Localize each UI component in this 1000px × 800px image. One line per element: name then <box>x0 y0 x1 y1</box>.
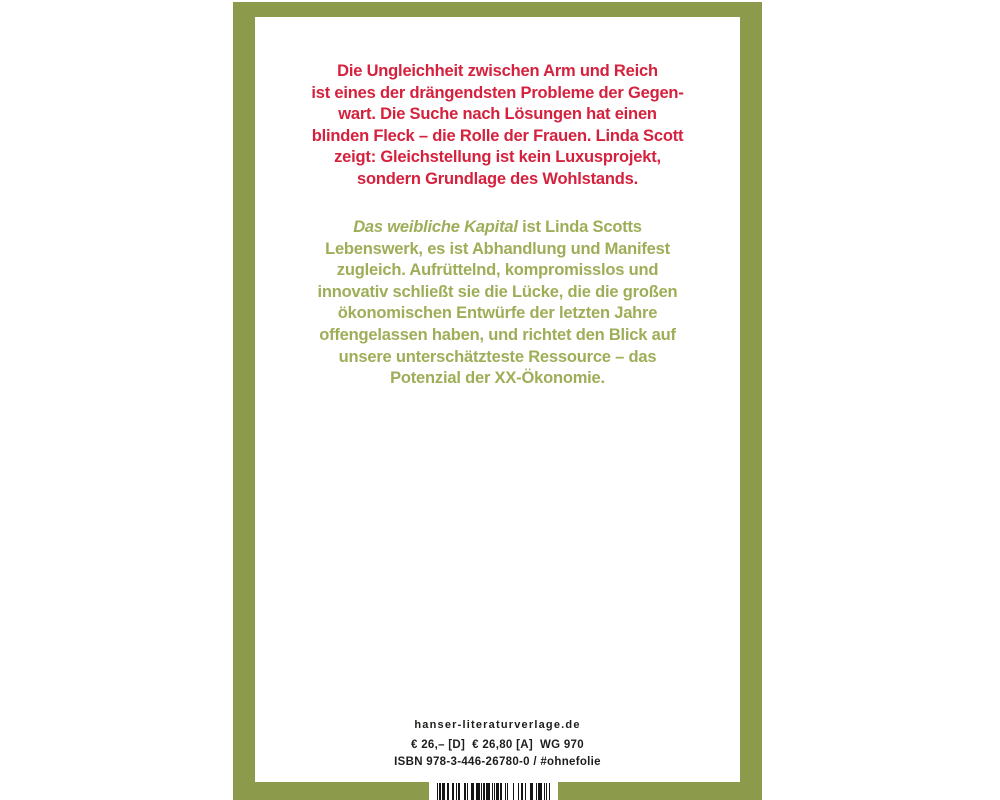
blurb-red <box>255 61 740 191</box>
blurb-green-line: unsere unterschätzteste Ressource – das <box>338 347 657 366</box>
blurb-green-line: innovativ schließt sie die Lücke, die die großen <box>317 282 678 301</box>
blurb-green-line <box>255 217 740 239</box>
blurb-red-line: Die Ungleichheit zwischen Arm und Reich <box>337 62 658 80</box>
blurb-red-line: sondern Grundlage des Wohlstands. <box>357 169 638 188</box>
blurb-green <box>255 217 740 390</box>
blurb-red-line: ist eines der drängendsten Probleme der Gegen- <box>311 83 684 102</box>
barcode <box>429 774 558 800</box>
barcode-bars <box>437 783 550 800</box>
blurb-green-line: offengelassen haben, und richtet den Blick auf <box>319 325 676 344</box>
isbn-line: ISBN 978-3-446-26780-0 / #ohnefolie <box>394 756 601 768</box>
blurb-red-line: zeigt: Gleichstellung ist kein Luxusprojekt, <box>334 148 661 167</box>
blurb-red-line: wart. Die Suche nach Lösungen hat einen <box>338 105 657 124</box>
book-back-cover <box>233 2 762 800</box>
blurb-green-line: Potenzial der XX-Ökonomie. <box>390 369 605 388</box>
blurb-green-line: Lebenswerk, es ist Abhandlung und Manifest <box>325 239 670 258</box>
book-title-italic: Das weibliche Kapital <box>353 218 518 236</box>
blurb-red-line: blinden Fleck – die Rolle der Frauen. Linda Scott <box>311 126 684 145</box>
publisher-website: hanser-literaturverlage.de <box>414 719 581 731</box>
blurb-green-line-rest: ist Linda Scotts <box>517 218 642 236</box>
blurb-green-line: ökonomischen Entwürfe der letzten Jahre <box>337 304 658 323</box>
cover-inner-panel <box>255 17 740 782</box>
blurb-green-line: zugleich. Aufrüttelnd, kompromisslos und <box>336 261 659 280</box>
price-line: € 26,– [D] € 26,80 [A] WG 970 <box>411 739 584 751</box>
